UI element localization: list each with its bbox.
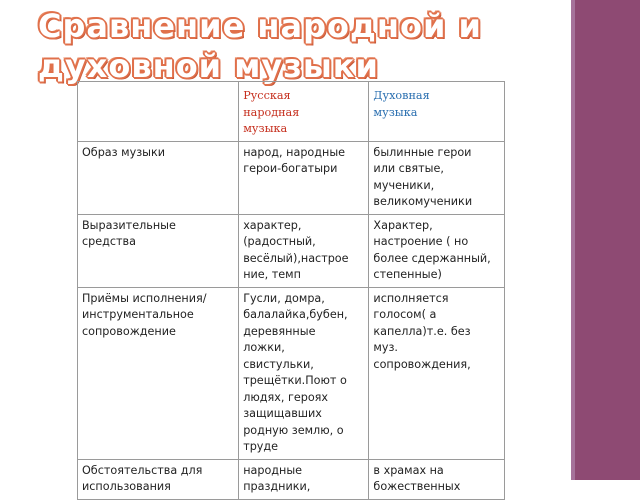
table-row <box>78 214 505 287</box>
table-row <box>78 141 505 214</box>
slide-title-line-1: Сравнение народной и <box>38 7 482 45</box>
decorative-side-band <box>571 0 640 480</box>
table-row <box>78 459 505 499</box>
table-row <box>78 287 505 459</box>
cell-spiritual-performance-methods: исполняется голосом( а капелла)т.е. без муз. сопровождения, <box>369 287 505 459</box>
cell-spiritual-usage-circumstances: в храмах на божественных <box>369 459 505 499</box>
header-folk-music: Русская народная музыка <box>239 82 369 142</box>
row-label-usage-circumstances: Обстоятельства для использования <box>78 459 239 499</box>
cell-folk-usage-circumstances: народные праздники, <box>239 459 369 499</box>
slide-title-line-2: духовной музыки <box>38 47 379 85</box>
cell-folk-performance-methods: Гусли, домра, балалайка,бубен, деревянные ложки, свистульки, трещётки.Поют о людях, героях защищавших родную землю, о труде <box>239 287 369 459</box>
header-spiritual-music: Духовная музыка <box>369 82 505 142</box>
comparison-table <box>77 81 505 500</box>
row-label-image: Образ музыки <box>78 141 239 214</box>
row-label-performance-methods: Приёмы исполнения/ инструментальное сопровождение <box>78 287 239 459</box>
row-label-expressive-means: Выразительные средства <box>78 214 239 287</box>
slide-title <box>38 6 558 86</box>
header-empty-cell <box>78 82 239 142</box>
table-header-row <box>78 82 505 142</box>
cell-folk-image: народ, народные герои-богатыри <box>239 141 369 214</box>
cell-spiritual-expressive-means: Характер, настроение ( но более сдержанный, степенные) <box>369 214 505 287</box>
cell-spiritual-image: былинные герои или святые, мученики, великомученики <box>369 141 505 214</box>
side-band-stripe <box>571 0 575 480</box>
cell-folk-expressive-means: характер, (радостный, весёлый),настрое ние, темп <box>239 214 369 287</box>
